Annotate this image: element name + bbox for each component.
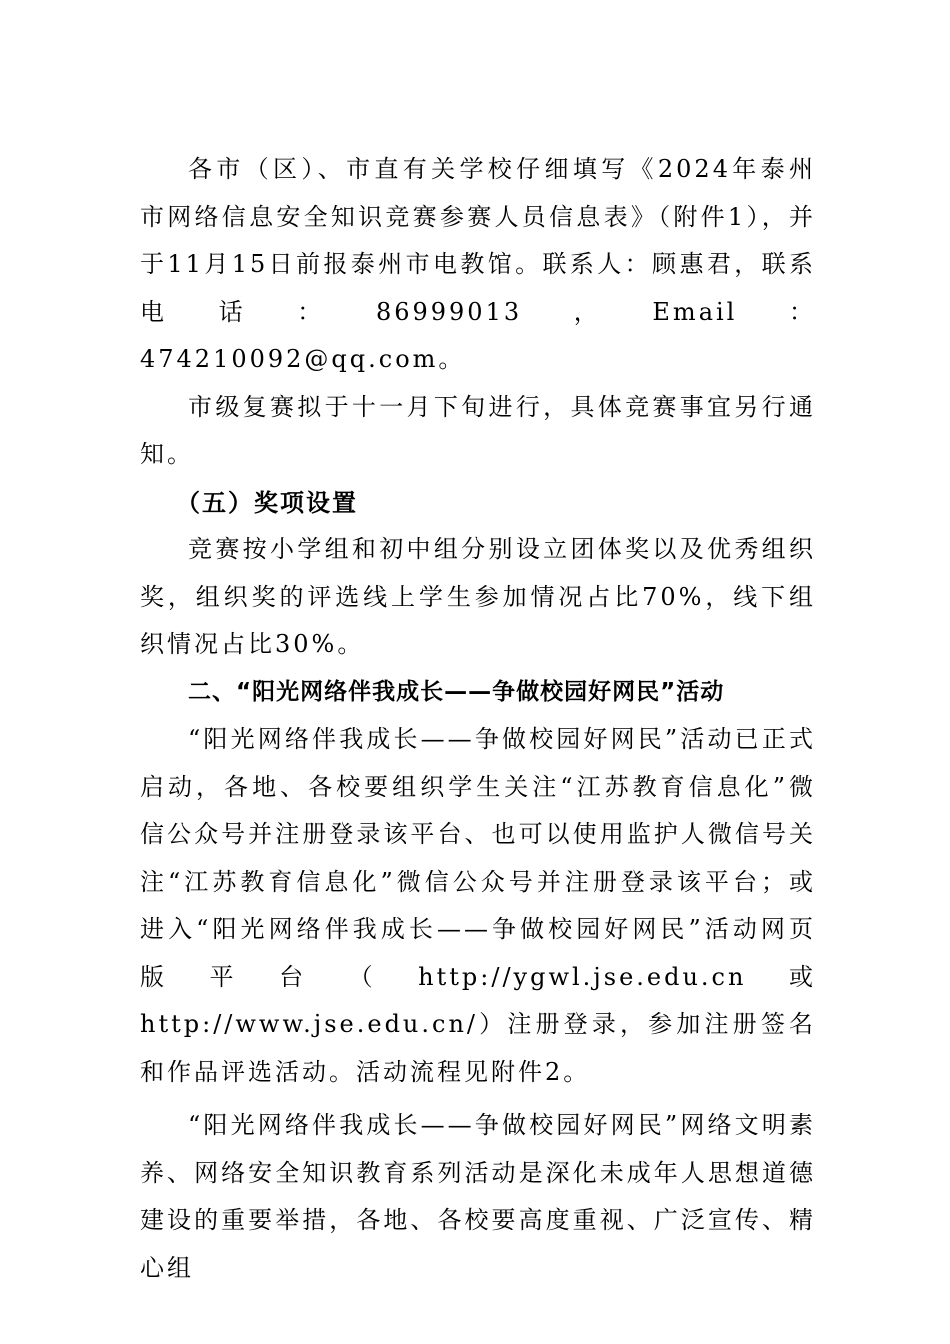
section-two-heading: 二、“阳光网络伴我成长——争做校园好网民”活动	[188, 678, 725, 705]
contact-paragraph: 各市（区）、市直有关学校仔细填写《2024年泰州市网络信息安全知识竞赛参赛人员信息表》（附件1），并于11月15日前报泰州市电教馆。联系人：顾惠君，联系电话：86999013，Email：474210092@qq.com。	[140, 155, 816, 373]
final-round-paragraph: 市级复赛拟于十一月下旬进行，具体竞赛事宜另行通知。	[140, 392, 816, 468]
award-paragraph: 竞赛按小学组和初中组分别设立团体奖以及优秀组织奖，组织奖的评选线上学生参加情况占比70%，线下组织情况占比30%。	[140, 535, 816, 658]
section-five-heading: （五）奖项设置	[176, 487, 358, 517]
document-page	[140, 146, 816, 1292]
activity-paragraph: “阳光网络伴我成长——争做校园好网民”活动已正式启动，各地、各校要组织学生关注“江苏教育信息化”微信公众号并注册登录该平台、也可以使用监护人微信号关注“江苏教育信息化”微信公众号并注册登录该平台；或进入“阳光网络伴我成长——争做校园好网民”活动网页版平台（http://ygwl.jse.edu.cn或http://www.jse.edu.cn/）注册登录，参加注册签名和作品评选活动。活动流程见附件2。	[140, 725, 816, 1086]
closing-paragraph: “阳光网络伴我成长——争做校园好网民”网络文明素养、网络安全知识教育系列活动是深化未成年人思想道德建设的重要举措，各地、各校要高度重视、广泛宣传、精心组	[140, 1111, 816, 1282]
